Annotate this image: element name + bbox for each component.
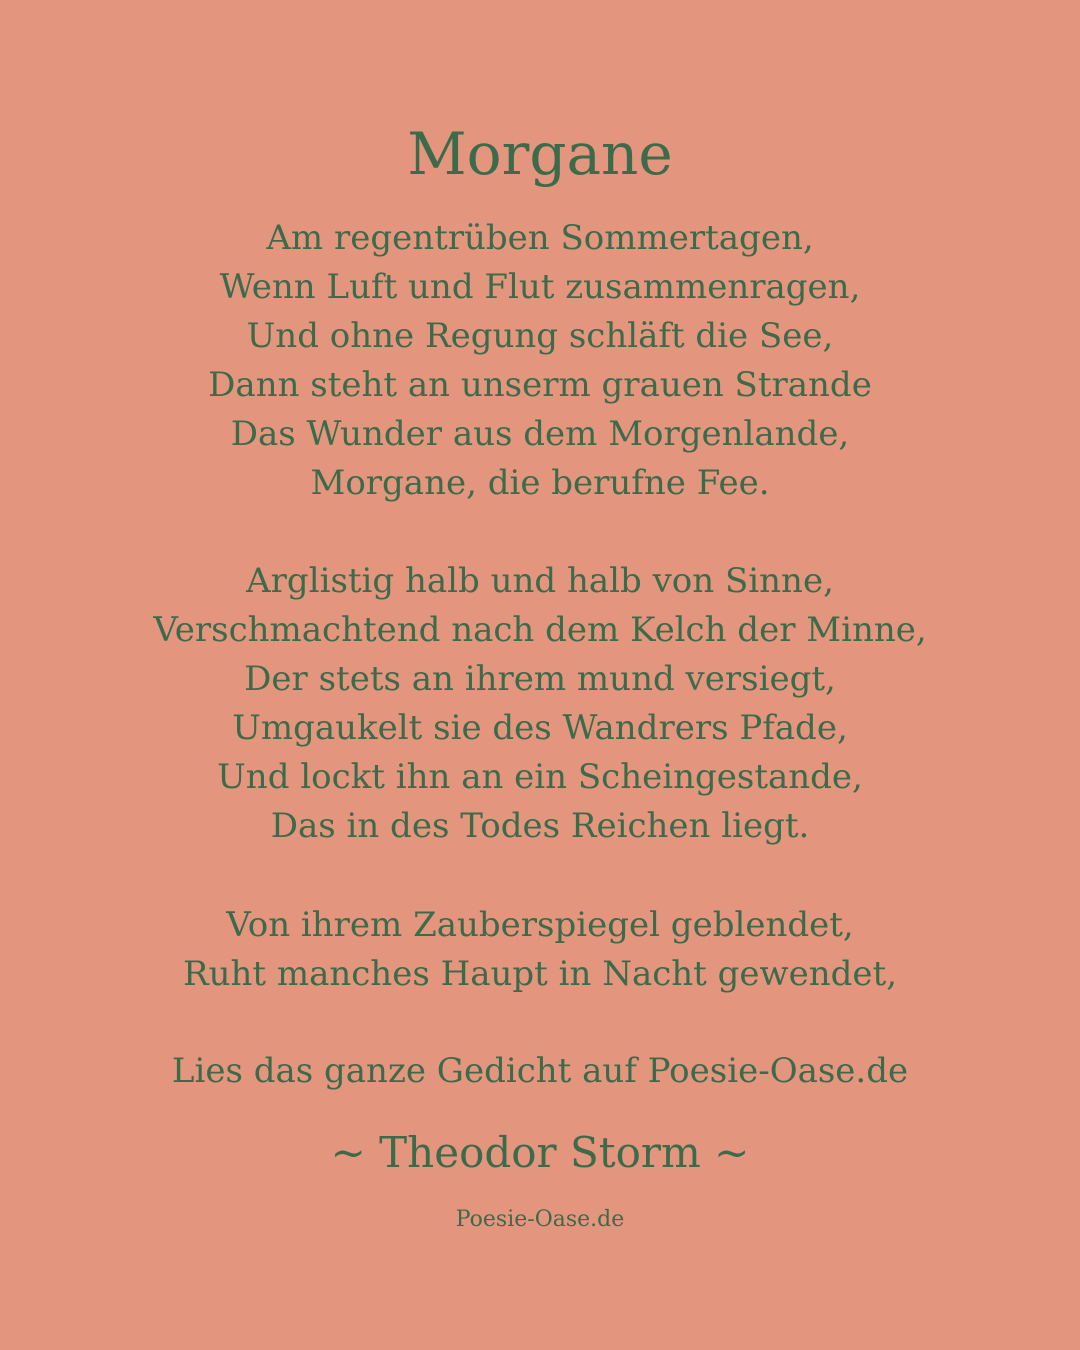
poem-title: Morgane [407, 120, 673, 188]
poem-line: Wenn Luft und Flut zusammenragen, [219, 267, 861, 307]
poem-line: Am regentrüben Sommertagen, [266, 218, 814, 258]
poem-line: Dann steht an unserm grauen Strande [208, 365, 872, 405]
poem-line: Arglistig halb und halb von Sinne, [246, 561, 834, 601]
poem-line: Der stets an ihrem mund versiegt, [244, 659, 836, 699]
poem-line: Und lockt ihn an ein Scheingestande, [217, 757, 863, 797]
stanza-3 [0, 901, 1080, 999]
poem-line: Das Wunder aus dem Morgenlande, [230, 414, 850, 454]
poem-line: Ruht manches Haupt in Nacht gewendet, [182, 954, 898, 994]
site-watermark: Poesie-Oase.de [455, 1207, 625, 1232]
author-name: ~ Theodor Storm ~ [330, 1128, 750, 1177]
stanza-1 [0, 214, 1080, 508]
poem-line: Das in des Todes Reichen liegt. [270, 806, 810, 846]
poem-line: Morgane, die berufne Fee. [310, 463, 770, 503]
poem-line: Umgaukelt sie des Wandrers Pfade, [232, 708, 848, 748]
read-full-poem-cta: Lies das ganze Gedicht auf Poesie-Oase.de [171, 1051, 909, 1091]
poem-line: Verschmachtend nach dem Kelch der Minne, [153, 610, 927, 650]
poem-line: Und ohne Regung schläft die See, [246, 316, 834, 356]
stanza-2 [0, 557, 1080, 851]
poem-line: Von ihrem Zauberspiegel geblendet, [226, 905, 854, 945]
